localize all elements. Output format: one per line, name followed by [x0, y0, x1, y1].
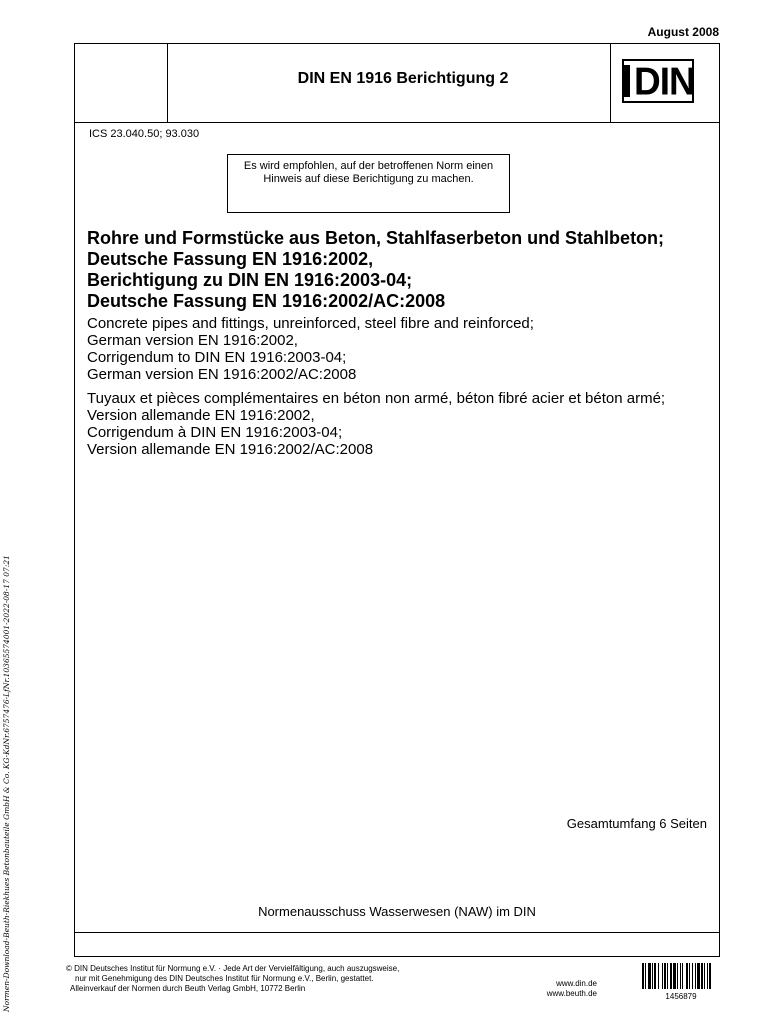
title-english-line: Concrete pipes and fittings, unreinforced, steel fibre and reinforced; — [87, 315, 534, 332]
title-french — [87, 390, 717, 458]
footer-top-rule — [75, 932, 719, 933]
standard-title: DIN EN 1916 Berichtigung 2 — [297, 70, 509, 87]
copyright-notice — [66, 964, 399, 994]
din-website-link[interactable]: www.din.de — [556, 979, 597, 988]
copyright-line: © DIN Deutsches Institut für Normung e.V. · Jede Art der Vervielfältigung, auch auszugsweise, — [66, 964, 400, 973]
copyright-line: Alleinverkauf der Normen durch Beuth Verlag GmbH, 10772 Berlin — [70, 984, 306, 993]
recommendation-note: Es wird empfohlen, auf der betroffenen Norm einen Hinweis auf diese Berichtigung zu machen. — [227, 154, 510, 213]
title-german-line: Deutsche Fassung EN 1916:2002/AC:2008 — [87, 291, 446, 311]
beuth-website-link[interactable]: www.beuth.de — [546, 989, 597, 998]
cover-frame — [74, 43, 720, 957]
barcode-number: 1456879 — [665, 992, 697, 1001]
download-watermark: Normen-Download-Beuth-Riekhues Betonbauteile GmbH & Co. KG-KdNr.6757476-LfNr.10365574001-2022-08-17 07:21 — [2, 555, 11, 1012]
title-french-line: Tuyaux et pièces complémentaires en béton non armé, béton fibré acier et béton armé; — [87, 390, 666, 407]
title-french-line: Version allemande EN 1916:2002/AC:2008 — [87, 441, 374, 458]
title-german-line: Rohre und Formstücke aus Beton, Stahlfaserbeton und Stahlbeton; — [87, 228, 665, 248]
barcode — [642, 963, 720, 989]
committee-name: Normenausschuss Wasserwesen (NAW) im DIN — [258, 904, 536, 919]
title-english — [87, 315, 707, 383]
title-french-line: Version allemande EN 1916:2002, — [87, 407, 315, 424]
title-german-line: Deutsche Fassung EN 1916:2002, — [87, 249, 374, 269]
title-german — [87, 228, 707, 312]
title-french-line: Corrigendum à DIN EN 1916:2003-04; — [87, 424, 343, 441]
ics-code: ICS 23.040.50; 93.030 — [89, 128, 200, 140]
copyright-line: nur mit Genehmigung des DIN Deutsches Institut für Normung e.V., Berlin, gestattet. — [75, 974, 374, 983]
total-pages: Gesamtumfang 6 Seiten — [566, 816, 707, 831]
title-german-line: Berichtigung zu DIN EN 1916:2003-04; — [87, 270, 413, 290]
title-english-line: German version EN 1916:2002, — [87, 332, 298, 349]
title-english-line: Corrigendum to DIN EN 1916:2003-04; — [87, 349, 347, 366]
header-bottom-rule — [75, 122, 719, 123]
din-logo-text: DIN — [634, 59, 695, 103]
web-links — [539, 979, 597, 999]
issue-date: August 2008 — [647, 25, 719, 39]
title-english-line: German version EN 1916:2002/AC:2008 — [87, 366, 357, 383]
din-logo — [622, 59, 694, 103]
